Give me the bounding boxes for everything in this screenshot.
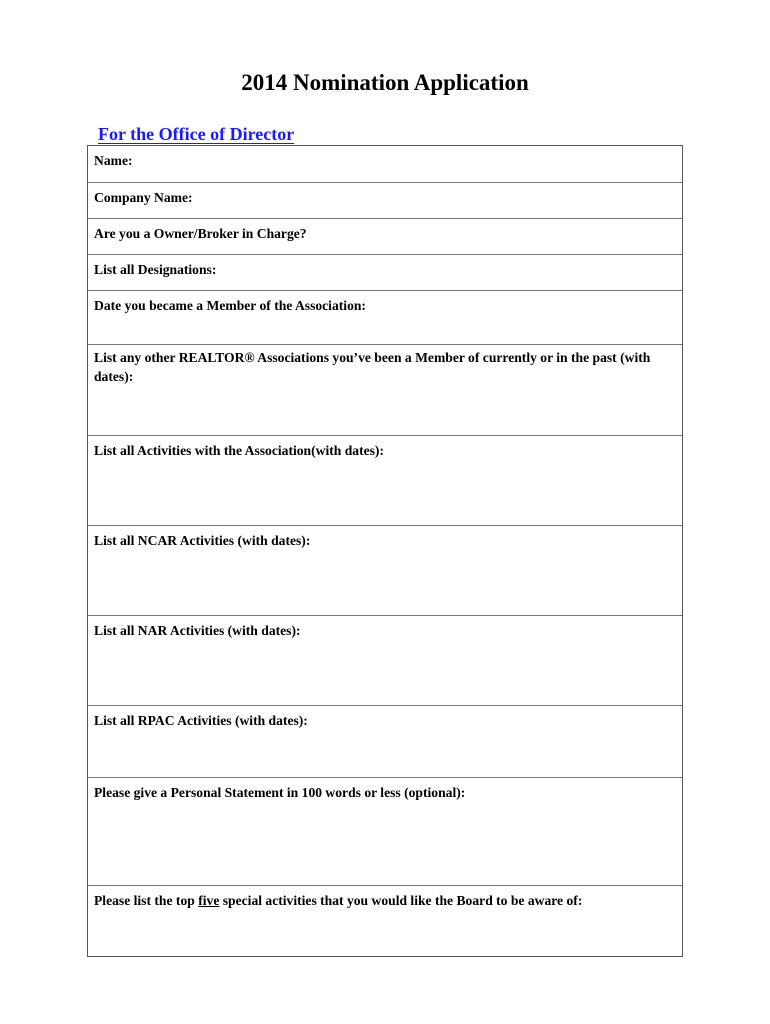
field-label-start: Please list the top xyxy=(94,893,199,908)
field-label: List all RPAC Activities (with dates): xyxy=(94,713,308,728)
owner-broker-field[interactable] xyxy=(88,219,682,255)
ncar-activities-field[interactable] xyxy=(88,526,682,616)
rpac-activities-field[interactable] xyxy=(88,706,682,778)
field-label: List all Designations: xyxy=(94,262,217,277)
nar-activities-field[interactable] xyxy=(88,616,682,706)
field-label: Date you became a Member of the Association: xyxy=(94,298,366,313)
field-label-end: special activities that you would like the Board to be aware of: xyxy=(219,893,583,908)
name-field[interactable] xyxy=(88,146,682,183)
member-date-field[interactable] xyxy=(88,291,682,345)
field-label: List all NCAR Activities (with dates): xyxy=(94,533,311,548)
field-label: Please give a Personal Statement in 100 words or less (optional): xyxy=(94,785,466,800)
field-label-emphasis: five xyxy=(198,893,220,908)
field-label: Name: xyxy=(94,153,133,168)
other-associations-field[interactable] xyxy=(88,345,682,436)
association-activities-field[interactable] xyxy=(88,436,682,526)
page-title: 2014 Nomination Application xyxy=(241,70,529,95)
personal-statement-field[interactable] xyxy=(88,778,682,886)
field-label: List all Activities with the Association(with dates): xyxy=(94,443,384,458)
top-five-activities-field[interactable] xyxy=(88,886,682,956)
field-label: List any other REALTOR® Associations you’ve been a Member of currently or in the past (with dates): xyxy=(94,350,651,384)
designations-field[interactable] xyxy=(88,255,682,291)
field-label: List all NAR Activities (with dates): xyxy=(94,623,301,638)
company-name-field[interactable] xyxy=(88,183,682,219)
field-label: Company Name: xyxy=(94,190,193,205)
nomination-form xyxy=(87,145,683,957)
field-label: Are you a Owner/Broker in Charge? xyxy=(94,226,307,241)
page-subtitle: For the Office of Director xyxy=(98,124,295,144)
